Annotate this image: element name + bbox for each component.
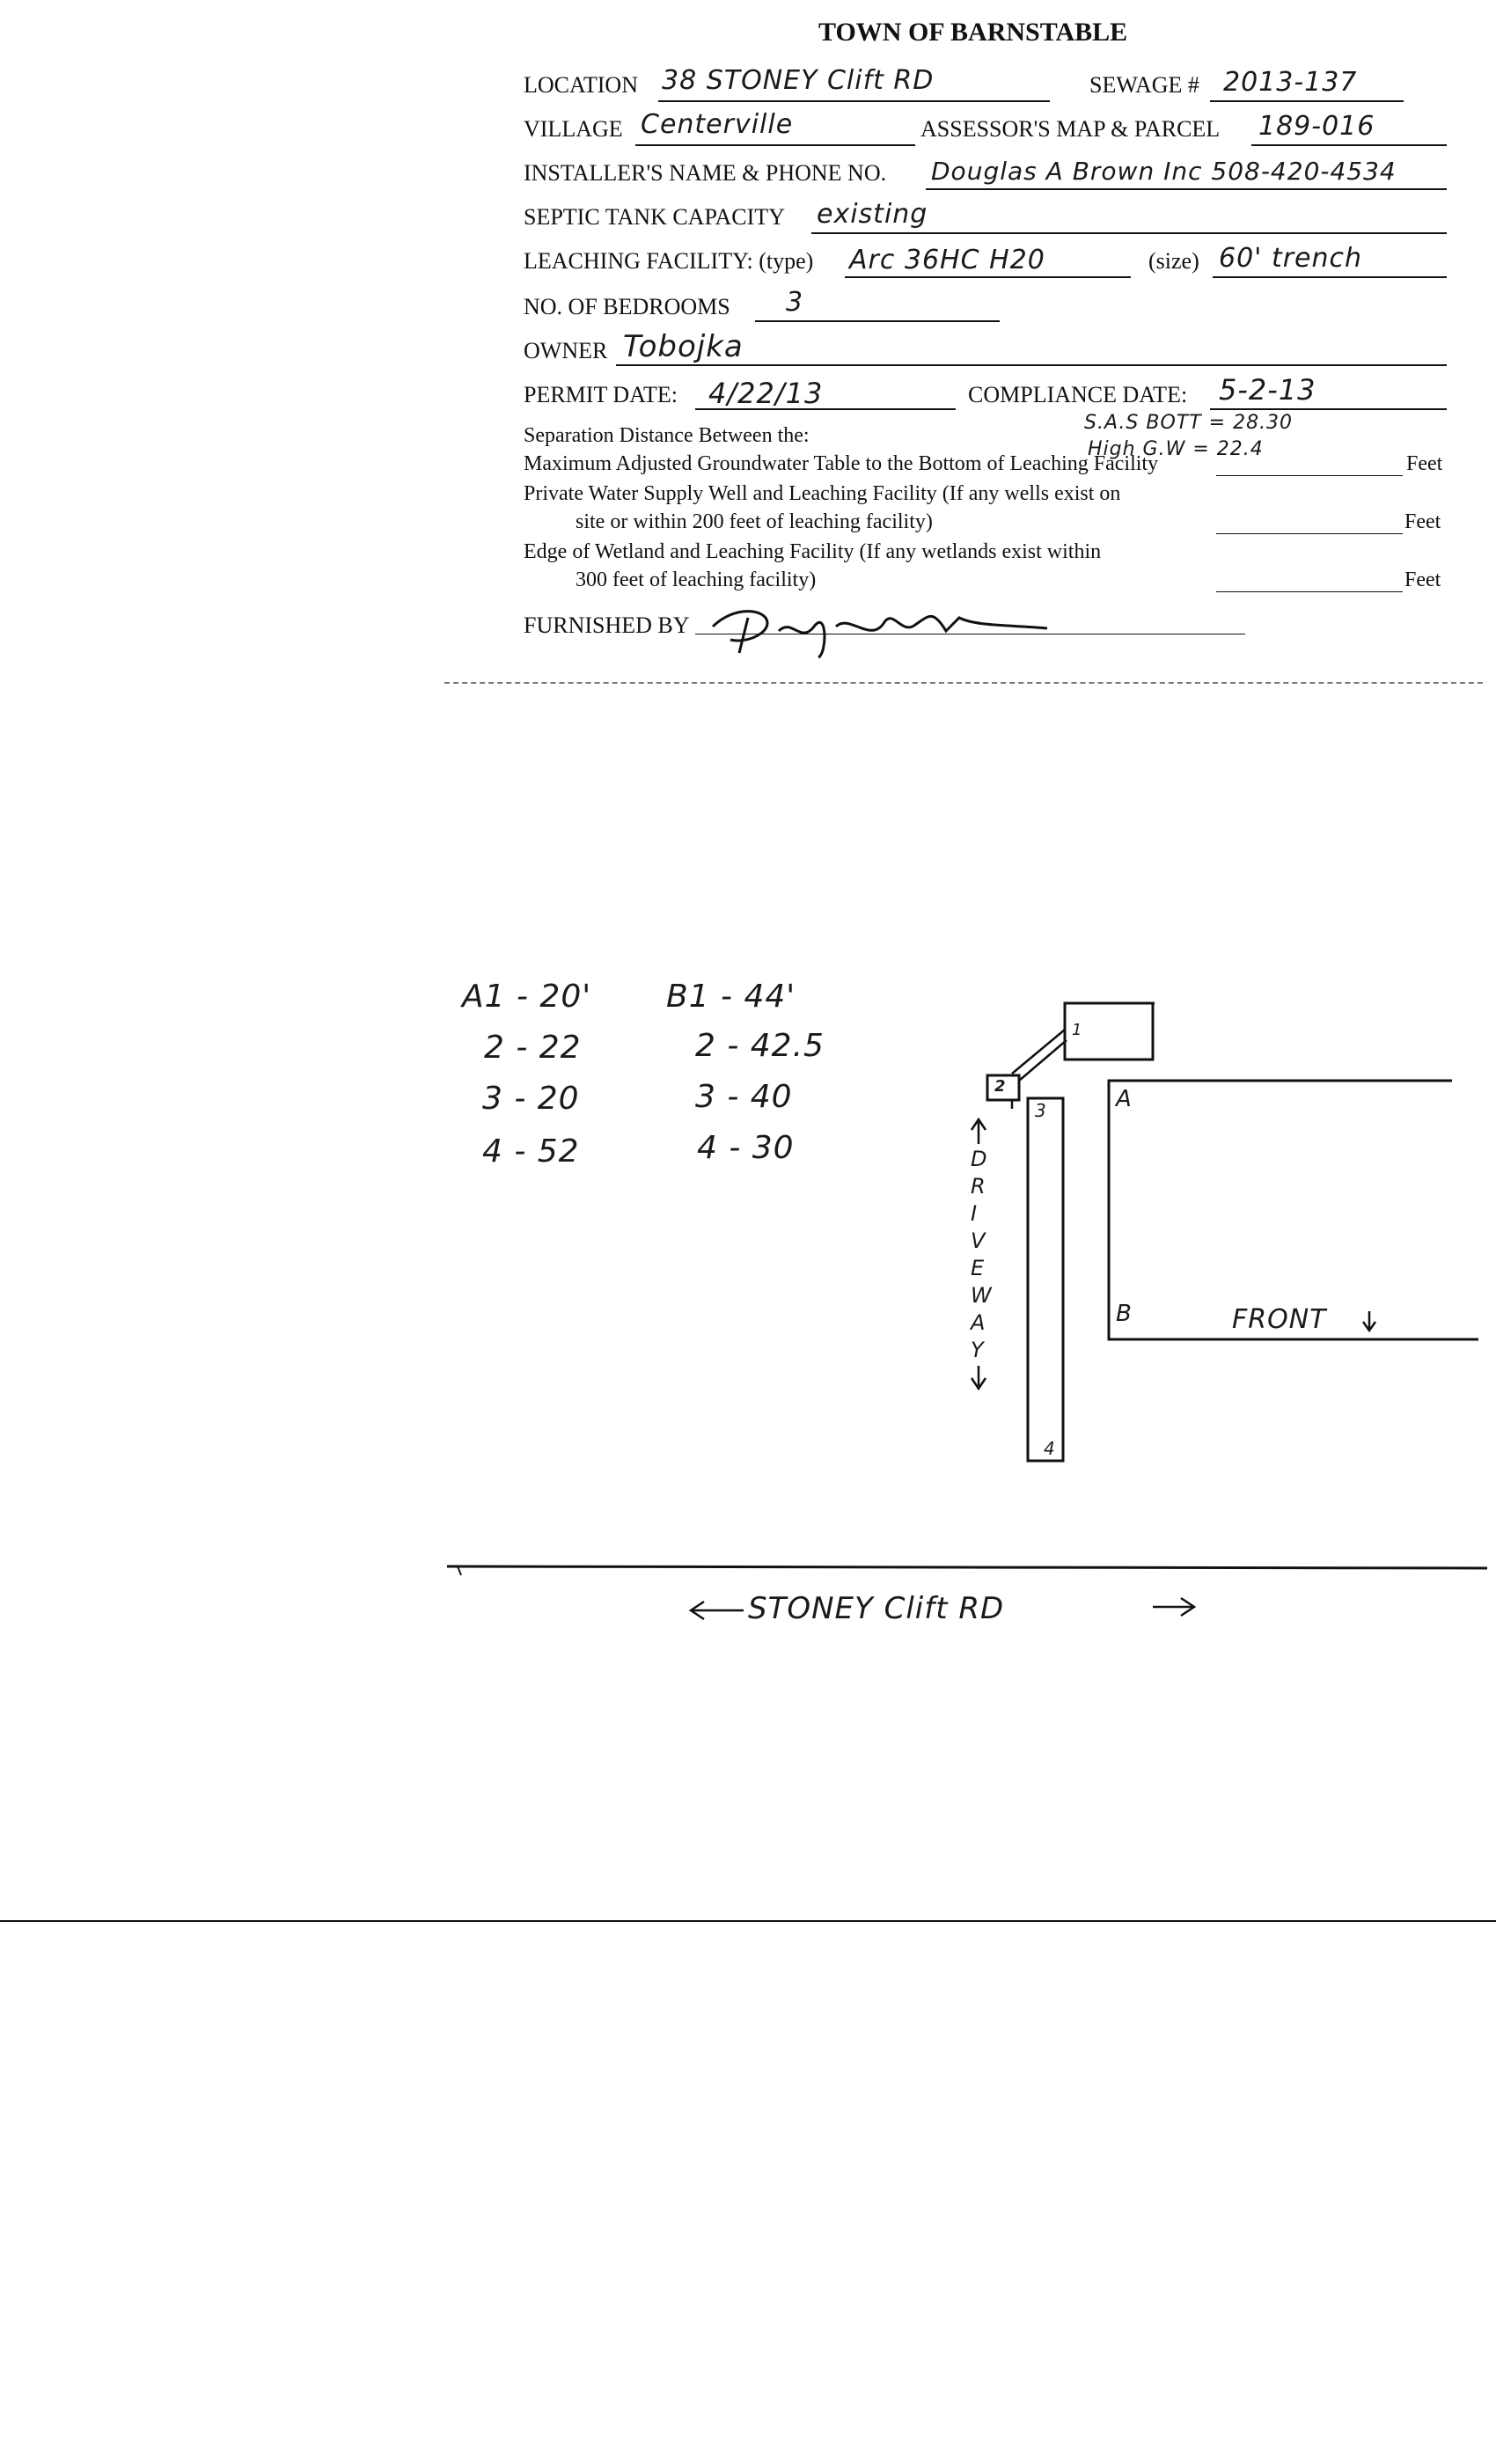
- measurement-a2: 2 - 22: [484, 1030, 582, 1066]
- permit-value: 4/22/13: [708, 377, 824, 410]
- measurement-b1: B1 - 44': [666, 979, 796, 1015]
- house-corner-b: B: [1116, 1301, 1133, 1327]
- measurement-b4: 4 - 30: [697, 1130, 795, 1166]
- driveway-letter: D: [971, 1147, 988, 1171]
- driveway-label: [971, 1146, 993, 1364]
- sewage-value: 2013-137: [1223, 67, 1358, 98]
- feet-label-2: Feet: [1404, 510, 1441, 533]
- separation-line-2b: site or within 200 feet of leaching facility): [576, 510, 933, 533]
- measurement-b2: 2 - 42.5: [695, 1028, 825, 1064]
- driveway-letter: Y: [971, 1338, 985, 1362]
- separation-line-1: Maximum Adjusted Groundwater Table to the Bottom of Leaching Facility: [524, 452, 1159, 475]
- owner-value: Tobojka: [623, 329, 744, 364]
- high-gw-note: High G.W = 22.4: [1088, 438, 1264, 460]
- driveway-letter: I: [971, 1201, 979, 1226]
- tank-value: existing: [817, 199, 928, 230]
- driveway-letter: W: [971, 1283, 993, 1308]
- permit-label: PERMIT DATE:: [524, 382, 678, 407]
- house-corner-a: A: [1116, 1086, 1133, 1112]
- house-outline: [1109, 1081, 1478, 1339]
- installer-label: INSTALLER'S NAME & PHONE NO.: [524, 160, 887, 186]
- front-label: FRONT: [1232, 1304, 1327, 1335]
- separation-heading: Separation Distance Between the:: [524, 424, 810, 447]
- page-bottom-divider: [0, 1920, 1496, 1922]
- measurement-a4: 4 - 52: [482, 1133, 580, 1170]
- tank-number-label: 1: [1072, 1021, 1083, 1039]
- assessor-label: ASSESSOR'S MAP & PARCEL: [920, 116, 1221, 142]
- measurement-a3: 3 - 20: [482, 1081, 580, 1117]
- village-label: VILLAGE: [524, 116, 623, 142]
- measurement-b3: 3 - 40: [695, 1079, 793, 1115]
- bedrooms-label: NO. OF BEDROOMS: [524, 294, 730, 319]
- size-value: 60' trench: [1219, 243, 1363, 274]
- sas-bottom-note: S.A.S BOTT = 28.30: [1084, 412, 1294, 434]
- trench-bottom-label: 4: [1044, 1438, 1056, 1459]
- leaching-type-value: Arc 36HC H20: [849, 245, 1045, 275]
- location-label: LOCATION: [524, 72, 638, 98]
- compliance-value: 5-2-13: [1219, 373, 1316, 407]
- separation-line-3b: 300 feet of leaching facility): [576, 568, 817, 591]
- trench-top-label: 3: [1035, 1100, 1047, 1121]
- box-number-label: 2: [994, 1077, 1007, 1096]
- owner-label: OWNER: [524, 338, 608, 363]
- road-label: STONEY Clift RD: [748, 1591, 1005, 1626]
- road-edge-line: [447, 1566, 1487, 1568]
- village-value: Centerville: [641, 109, 794, 140]
- measurement-a1: A1 - 20': [462, 979, 592, 1015]
- furnished-label: FURNISHED BY: [524, 612, 690, 638]
- driveway-letter: E: [971, 1256, 986, 1280]
- leaching-label: LEACHING FACILITY: (type): [524, 248, 814, 274]
- assessor-value: 189-016: [1258, 111, 1375, 142]
- form-title: TOWN OF BARNSTABLE: [818, 18, 1128, 47]
- driveway-letter: A: [971, 1310, 986, 1335]
- location-value: 38 STONEY Clift RD: [662, 65, 935, 96]
- tank-label: SEPTIC TANK CAPACITY: [524, 204, 785, 230]
- separation-line-2a: Private Water Supply Well and Leaching Facility (If any wells exist on: [524, 482, 1121, 505]
- bedrooms-value: 3: [786, 287, 804, 318]
- driveway-letter: R: [971, 1174, 986, 1199]
- feet-label-3: Feet: [1404, 568, 1441, 591]
- feet-label-1: Feet: [1406, 452, 1443, 475]
- leaching-trench-shape: [1028, 1098, 1063, 1461]
- sewage-label: SEWAGE #: [1089, 72, 1199, 98]
- driveway-letter: V: [971, 1228, 986, 1253]
- size-label: (size): [1148, 248, 1199, 274]
- compliance-label: COMPLIANCE DATE:: [968, 382, 1188, 407]
- separation-line-3a: Edge of Wetland and Leaching Facility (If any wetlands exist within: [524, 540, 1102, 563]
- installer-value: Douglas A Brown Inc 508-420-4534: [931, 157, 1397, 186]
